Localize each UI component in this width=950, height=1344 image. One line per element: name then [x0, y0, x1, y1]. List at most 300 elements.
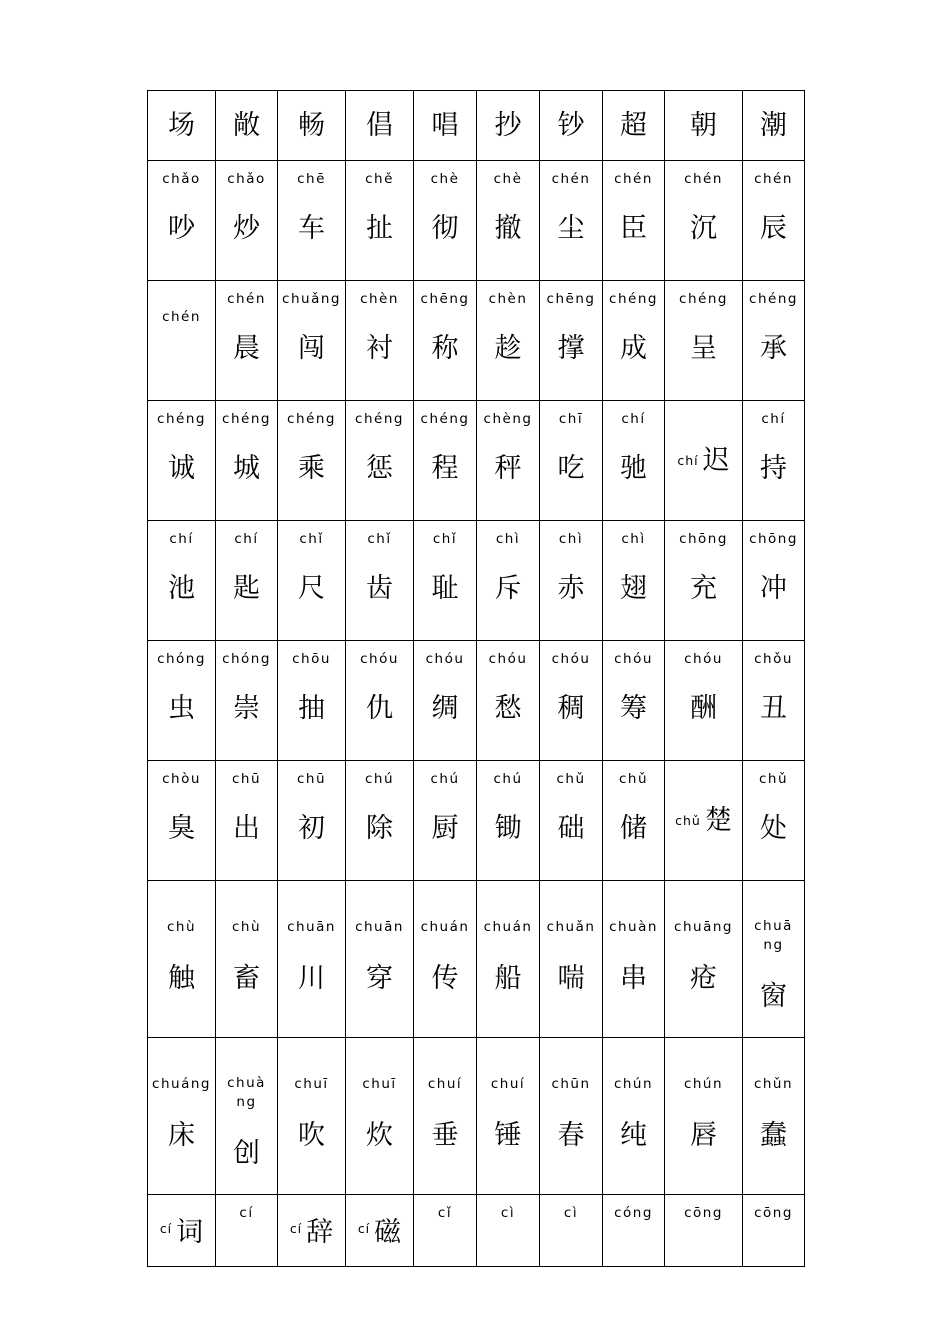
cell-content	[346, 161, 413, 280]
hanzi-character: 创	[233, 1138, 260, 1169]
hanzi-character: 愁	[494, 693, 522, 724]
cell-content	[278, 91, 345, 160]
table-row	[148, 1195, 805, 1267]
hanzi-character: 川	[298, 963, 325, 994]
hanzi-character: 耻	[431, 573, 459, 604]
table-cell	[540, 161, 603, 281]
table-cell	[216, 641, 278, 761]
hanzi-character: 冲	[760, 573, 787, 604]
table-cell	[665, 91, 743, 161]
cell-content	[278, 1195, 345, 1266]
hanzi-character: 抄	[494, 109, 522, 141]
pinyin-text: chuān	[287, 919, 336, 935]
table-cell	[216, 521, 278, 641]
pinyin-text: chì	[621, 531, 646, 547]
table-row	[148, 521, 805, 641]
cell-content	[665, 521, 742, 640]
cell-content	[414, 91, 476, 160]
pinyin-text: chuáng	[152, 1076, 211, 1092]
pinyin-text: chí	[234, 531, 259, 547]
pinyin-text: chēng	[546, 291, 596, 307]
hanzi-character: 呈	[690, 333, 717, 364]
cell-content	[743, 761, 804, 880]
pinyin-text: chí	[621, 411, 646, 427]
hanzi-character: 厨	[431, 813, 459, 844]
cell-content	[216, 881, 277, 1037]
table-cell	[743, 761, 805, 881]
pinyin-text: chuāng	[674, 919, 733, 935]
hanzi-character: 触	[168, 963, 195, 994]
hanzi-character: 扯	[366, 213, 393, 244]
pinyin-text: chuàng	[227, 1075, 266, 1110]
pinyin-text: chí	[761, 411, 786, 427]
pinyin-text: chóu	[684, 651, 723, 667]
hanzi-character: 吹	[298, 1120, 325, 1151]
cell-content	[665, 281, 742, 400]
pinyin-text: chǎo	[162, 171, 201, 187]
cell-content	[346, 91, 413, 160]
pinyin-text: chuī	[362, 1076, 397, 1092]
pinyin-text: chǔ	[675, 812, 701, 828]
hanzi-character: 筹	[620, 693, 647, 724]
table-cell	[346, 91, 414, 161]
pinyin-text: chóu	[488, 651, 528, 667]
cell-content	[148, 1195, 215, 1266]
cell-content	[477, 881, 539, 1037]
pinyin-text: chuāng	[754, 918, 793, 953]
table-cell	[665, 161, 743, 281]
pinyin-text: chū	[231, 771, 262, 787]
pinyin-text: chè	[493, 171, 523, 187]
hanzi-character: 尺	[298, 573, 325, 604]
cell-content	[477, 1195, 539, 1266]
cell-content	[414, 161, 476, 280]
pinyin-text: chē	[297, 171, 326, 187]
table-cell	[540, 521, 603, 641]
hanzi-character: 炒	[233, 213, 260, 244]
hanzi-character: 崇	[233, 693, 260, 724]
table-cell	[477, 401, 540, 521]
hanzi-character: 超	[620, 109, 647, 141]
pinyin-text: chū	[296, 771, 327, 787]
pinyin-text: chéng	[222, 411, 271, 427]
pinyin-text: chóu	[551, 651, 591, 667]
cell-content	[743, 281, 804, 400]
cell-content	[346, 1038, 413, 1194]
pinyin-text: chōu	[292, 651, 331, 667]
cell-content	[414, 521, 476, 640]
hanzi-character: 酬	[690, 693, 717, 724]
hanzi-character: 纯	[620, 1120, 647, 1151]
pinyin-text: chú	[430, 771, 460, 787]
table-cell	[603, 1195, 665, 1267]
hanzi-character: 炊	[366, 1120, 393, 1151]
pinyin-text: chén	[754, 171, 793, 187]
cell-content	[540, 761, 602, 880]
cell-content	[414, 1038, 476, 1194]
hanzi-character: 春	[557, 1120, 585, 1151]
pinyin-text: chǔ	[556, 771, 586, 787]
pinyin-text: cí	[289, 1221, 303, 1236]
cell-content	[216, 521, 277, 640]
table-cell	[414, 1195, 477, 1267]
cell-content	[414, 761, 476, 880]
hanzi-character: 臭	[168, 813, 195, 844]
table-cell	[278, 521, 346, 641]
hanzi-character: 楚	[704, 804, 732, 836]
cell-content	[603, 1038, 664, 1194]
cell-content	[540, 1195, 602, 1266]
table-cell	[603, 401, 665, 521]
table-cell	[346, 641, 414, 761]
table-cell	[540, 1038, 603, 1195]
cell-content	[743, 161, 804, 280]
table-cell	[603, 281, 665, 401]
cell-content	[278, 281, 345, 400]
cell-content	[665, 1195, 742, 1266]
hanzi-character: 赤	[557, 573, 585, 604]
hanzi-character: 畅	[298, 109, 325, 141]
table-cell	[477, 1195, 540, 1267]
table-cell	[346, 401, 414, 521]
hanzi-character: 绸	[431, 693, 459, 724]
cell-content	[278, 1038, 345, 1194]
table-cell	[414, 161, 477, 281]
cell-content	[216, 161, 277, 280]
cell-content	[477, 1038, 539, 1194]
hanzi-character: 臣	[620, 213, 647, 244]
table-cell	[148, 761, 216, 881]
table-cell	[278, 401, 346, 521]
cell-content	[216, 641, 277, 760]
table-cell	[346, 281, 414, 401]
table-cell	[414, 401, 477, 521]
hanzi-character: 床	[168, 1120, 195, 1151]
table-cell	[414, 281, 477, 401]
table-cell	[346, 161, 414, 281]
hanzi-character: 畜	[233, 963, 260, 994]
hanzi-character: 斥	[494, 573, 522, 604]
pinyin-text: cōng	[754, 1205, 793, 1221]
hanzi-character: 车	[298, 213, 325, 244]
table-cell	[477, 161, 540, 281]
pinyin-text: cì	[500, 1205, 516, 1221]
table-cell	[665, 1195, 743, 1267]
pinyin-text: chéng	[679, 291, 728, 307]
pinyin-text: chóng	[222, 651, 271, 667]
cell-content	[477, 401, 539, 520]
pinyin-text: chóu	[614, 651, 653, 667]
hanzi-character: 喘	[557, 963, 585, 994]
pinyin-text: chuàn	[609, 919, 658, 935]
cell-content	[743, 641, 804, 760]
pinyin-text: chūn	[551, 1076, 591, 1092]
table-cell	[278, 281, 346, 401]
hanzi-character: 衬	[366, 333, 393, 364]
hanzi-character: 撑	[557, 333, 585, 364]
pinyin-text: chǔn	[753, 1076, 794, 1092]
cell-content	[743, 521, 804, 640]
table-cell	[603, 881, 665, 1038]
cell-content	[148, 641, 215, 760]
hanzi-character: 串	[620, 963, 647, 994]
cell-content	[603, 91, 664, 160]
pinyin-text: chǐ	[299, 531, 324, 547]
cell-content	[278, 161, 345, 280]
hanzi-character: 磁	[374, 1217, 402, 1248]
table-cell	[278, 881, 346, 1038]
pinyin-text: chóu	[425, 651, 465, 667]
hanzi-character: 充	[690, 573, 717, 604]
cell-content	[665, 401, 742, 520]
cell-content	[148, 281, 215, 400]
hanzi-character: 尘	[557, 213, 585, 244]
cell-content	[414, 1195, 476, 1266]
hanzi-character: 锤	[494, 1120, 522, 1151]
cell-content	[743, 1195, 804, 1266]
hanzi-character: 倡	[366, 109, 393, 141]
hanzi-character: 迟	[702, 444, 730, 476]
cell-content	[216, 761, 277, 880]
hanzi-character: 成	[620, 333, 647, 364]
cell-content	[414, 881, 476, 1037]
table-cell	[477, 881, 540, 1038]
table-cell	[346, 521, 414, 641]
pinyin-text: chén	[162, 309, 201, 325]
hanzi-character: 初	[298, 813, 325, 844]
table-cell	[148, 521, 216, 641]
table-row	[148, 1038, 805, 1195]
pinyin-text: chéng	[420, 411, 470, 427]
cell-content	[540, 521, 602, 640]
pinyin-text: chě	[365, 171, 394, 187]
table-cell	[477, 521, 540, 641]
cell-content	[603, 1195, 664, 1266]
cell-content	[477, 521, 539, 640]
table-row	[148, 281, 805, 401]
table-cell	[148, 91, 216, 161]
hanzi-character: 承	[760, 333, 787, 364]
hanzi-character: 撤	[494, 213, 522, 244]
cell-content	[414, 281, 476, 400]
hanzi-character: 潮	[760, 109, 787, 141]
pinyin-text: cí	[159, 1221, 173, 1236]
pinyin-text: chén	[227, 291, 266, 307]
table-cell	[148, 161, 216, 281]
hanzi-character: 翅	[620, 573, 647, 604]
cell-content	[477, 91, 539, 160]
table-cell	[278, 161, 346, 281]
cell-content	[346, 401, 413, 520]
cell-content	[278, 761, 345, 880]
table-cell	[540, 641, 603, 761]
pinyin-text: cóng	[614, 1205, 653, 1221]
cell-content	[148, 521, 215, 640]
pinyin-text: cōng	[684, 1205, 723, 1221]
hanzi-character: 敞	[233, 109, 260, 141]
table-cell	[603, 761, 665, 881]
table-cell	[540, 281, 603, 401]
pinyin-text: chǐ	[367, 531, 392, 547]
hanzi-character: 锄	[494, 813, 522, 844]
cell-content	[665, 1038, 742, 1194]
cell-content	[346, 881, 413, 1037]
table-cell	[414, 881, 477, 1038]
table-cell	[743, 161, 805, 281]
cell-content	[278, 401, 345, 520]
pinyin-text: chí	[677, 452, 699, 468]
hanzi-character: 晨	[233, 333, 260, 364]
pinyin-text: chún	[613, 1076, 654, 1092]
cell-content	[278, 521, 345, 640]
hanzi-character: 虫	[168, 693, 195, 724]
pinyin-text: chén	[684, 171, 723, 187]
pinyin-text: chén	[614, 171, 653, 187]
pinyin-text: chí	[169, 531, 194, 547]
pinyin-text: chuī	[294, 1076, 329, 1092]
cell-content	[603, 641, 664, 760]
table-cell	[148, 641, 216, 761]
cell-content	[743, 91, 804, 160]
table-cell	[743, 881, 805, 1038]
cell-content	[216, 1195, 277, 1266]
hanzi-character: 除	[366, 813, 393, 844]
cell-content	[603, 761, 664, 880]
table-cell	[603, 521, 665, 641]
pinyin-text: chéng	[355, 411, 404, 427]
hanzi-character: 处	[760, 813, 787, 844]
table-cell	[216, 761, 278, 881]
table-cell	[477, 761, 540, 881]
table-cell	[665, 521, 743, 641]
table-cell	[414, 641, 477, 761]
table-cell	[603, 91, 665, 161]
table-cell	[414, 521, 477, 641]
table-cell	[148, 281, 216, 401]
table-cell	[216, 1038, 278, 1195]
pinyin-text: chì	[558, 531, 584, 547]
cell-content	[216, 281, 277, 400]
cell-content	[743, 881, 804, 1037]
table-cell	[148, 1038, 216, 1195]
pinyin-text: chèng	[483, 411, 533, 427]
pinyin-text: chú	[493, 771, 523, 787]
cell-content	[148, 401, 215, 520]
table-cell	[743, 91, 805, 161]
hanzi-character: 抽	[298, 693, 325, 724]
hanzi-character: 匙	[233, 573, 260, 604]
cell-content	[216, 1038, 277, 1194]
table-cell	[665, 281, 743, 401]
pinyin-text: cí	[239, 1205, 254, 1221]
cell-content	[278, 641, 345, 760]
table-cell	[278, 1195, 346, 1267]
hanzi-character: 词	[176, 1217, 204, 1248]
hanzi-character: 穿	[366, 963, 393, 994]
hanzi-character: 闯	[298, 333, 325, 364]
hanzi-character: 齿	[366, 573, 393, 604]
pinyin-text: chè	[430, 171, 460, 187]
pinyin-text: chóng	[157, 651, 206, 667]
table-cell	[216, 161, 278, 281]
hanzi-character: 传	[431, 963, 459, 994]
cell-content	[665, 761, 742, 880]
table-cell	[414, 761, 477, 881]
table-cell	[665, 1038, 743, 1195]
table-cell	[665, 881, 743, 1038]
table-cell	[665, 401, 743, 521]
hanzi-character: 彻	[431, 213, 459, 244]
pinyin-text: cì	[563, 1205, 579, 1221]
pinyin-text: chén	[551, 171, 591, 187]
cell-content	[665, 91, 742, 160]
hanzi-character: 仇	[366, 693, 393, 724]
table-cell	[148, 881, 216, 1038]
cell-content	[278, 881, 345, 1037]
hanzi-character: 疮	[690, 963, 717, 994]
table-cell	[540, 881, 603, 1038]
table-cell	[346, 1195, 414, 1267]
cell-content	[477, 281, 539, 400]
pinyin-text: chéng	[287, 411, 336, 427]
cell-content	[743, 401, 804, 520]
pinyin-text: cǐ	[437, 1205, 453, 1221]
table-cell	[540, 1195, 603, 1267]
table-row	[148, 881, 805, 1038]
table-cell	[603, 1038, 665, 1195]
table-cell	[603, 161, 665, 281]
hanzi-character: 吃	[557, 453, 585, 484]
hanzi-character: 蠢	[760, 1120, 787, 1151]
table-cell	[346, 881, 414, 1038]
hanzi-character: 辞	[306, 1217, 334, 1248]
pinyin-text: chǐ	[432, 531, 458, 547]
hanzi-character: 础	[557, 813, 585, 844]
table-cell	[743, 1195, 805, 1267]
table-cell	[603, 641, 665, 761]
cell-content	[603, 161, 664, 280]
table-cell	[540, 91, 603, 161]
cell-content	[477, 641, 539, 760]
table-cell	[540, 401, 603, 521]
hanzi-character: 城	[233, 453, 260, 484]
table-cell	[148, 1195, 216, 1267]
hanzi-character: 出	[233, 813, 260, 844]
cell-content	[540, 641, 602, 760]
table-cell	[346, 1038, 414, 1195]
pinyin-text: chuán	[483, 919, 533, 935]
pinyin-text: chǔ	[618, 771, 649, 787]
cell-content	[477, 761, 539, 880]
table-cell	[414, 91, 477, 161]
table-row	[148, 401, 805, 521]
hanzi-character: 唇	[690, 1120, 717, 1151]
table-cell	[278, 641, 346, 761]
pinyin-text: chún	[683, 1076, 724, 1092]
cell-content	[477, 161, 539, 280]
hanzi-character: 诚	[168, 453, 195, 484]
hanzi-character: 垂	[431, 1120, 459, 1151]
pinyin-text: chǒu	[754, 651, 793, 667]
pinyin-text: chǎo	[227, 171, 266, 187]
pinyin-text: chuān	[355, 919, 404, 935]
table-cell	[216, 91, 278, 161]
hanzi-character: 场	[168, 109, 195, 141]
cell-content	[665, 161, 742, 280]
pinyin-text: chú	[364, 771, 395, 787]
table-cell	[216, 281, 278, 401]
hanzi-character: 程	[431, 453, 459, 484]
